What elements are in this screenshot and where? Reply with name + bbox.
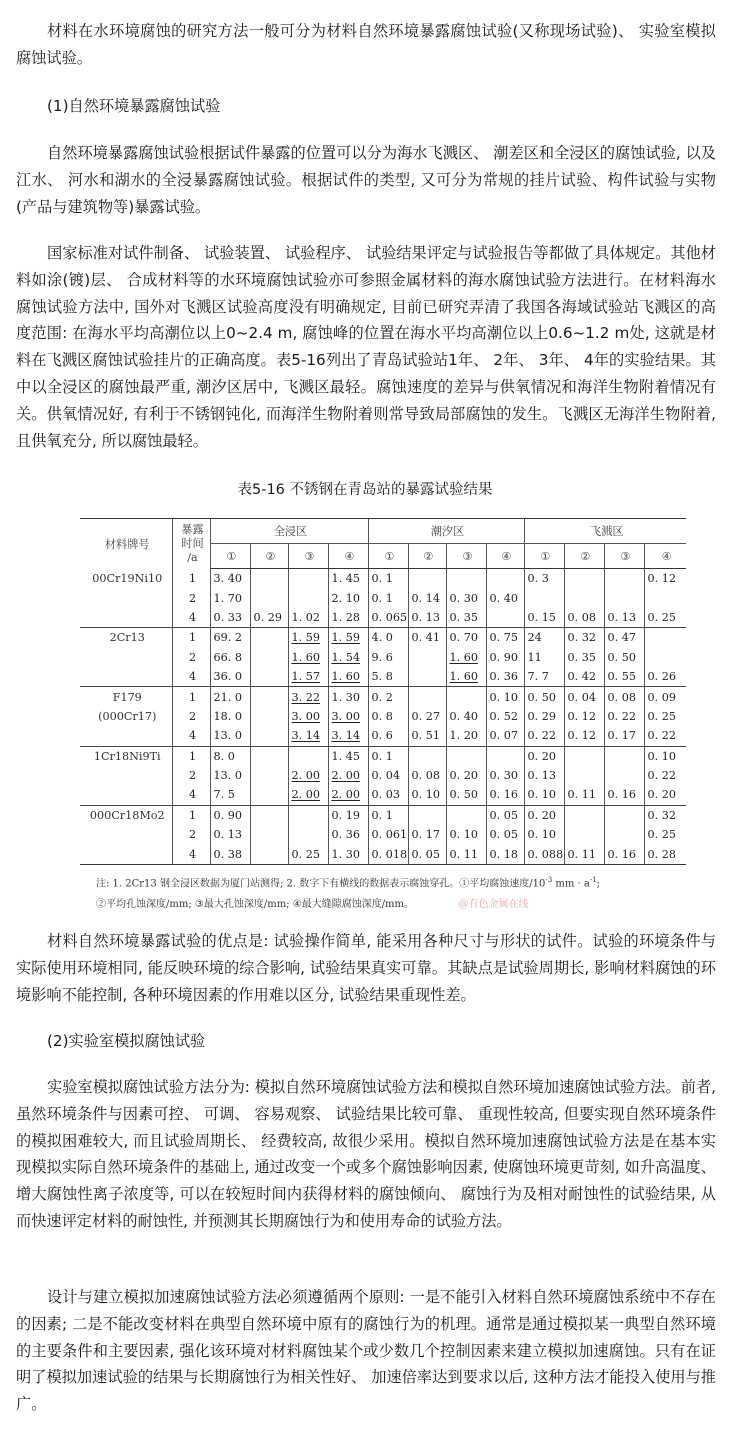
value-cell: 1. 28 xyxy=(328,608,368,628)
value-cell: 3. 40 xyxy=(210,569,250,589)
exposure-time-cell: 4 xyxy=(172,844,210,864)
value-cell xyxy=(250,766,288,785)
footnote-line2: ②平均孔蚀深度/mm; ③最大孔蚀深度/mm; ④最大缝隙腐蚀深度/mm。 @有色金属在线 xyxy=(96,899,529,911)
header-group-immersion: 全浸区 xyxy=(210,519,368,544)
value-cell: 0. 25 xyxy=(644,608,686,628)
value-cell xyxy=(250,805,288,825)
value-cell xyxy=(328,628,368,648)
material-cell xyxy=(80,726,172,746)
value-cell xyxy=(564,588,604,607)
value-cell xyxy=(408,687,446,707)
perforation-value: 1. 60 xyxy=(449,650,478,664)
value-cell xyxy=(446,687,486,707)
value-cell xyxy=(288,785,328,805)
header-time-line2: 时间 xyxy=(181,536,204,550)
header-subcol: ③ xyxy=(446,544,486,569)
value-cell: 0. 17 xyxy=(604,726,644,746)
perforation-value: 1. 59 xyxy=(331,631,360,645)
value-cell xyxy=(328,766,368,785)
header-exposure-time xyxy=(172,519,210,569)
value-cell: 0. 50 xyxy=(446,785,486,805)
perforation-value: 3. 00 xyxy=(291,709,320,723)
material-cell xyxy=(80,825,172,844)
header-time-line1: 暴露 xyxy=(181,522,204,536)
material-cell: 000Cr18Mo2 xyxy=(89,808,165,822)
value-cell: 0. 22 xyxy=(524,726,564,746)
value-cell xyxy=(486,569,524,589)
value-cell: 1. 30 xyxy=(328,844,368,864)
watermark: @有色金属在线 xyxy=(458,899,529,911)
value-cell xyxy=(250,726,288,746)
value-cell: 0. 1 xyxy=(368,569,408,589)
value-cell xyxy=(408,667,446,687)
value-cell: 0. 12 xyxy=(564,707,604,726)
header-subcol: ② xyxy=(564,544,604,569)
national-standard-paragraph: 国家标准对试件制备、 试验装置、 试验程序、 试验结果评定与试验报告等都做了具体规定。其他材料如涂(镀)层、 合成材料等的水环境腐蚀试验亦可参照金属材料的海水腐蚀试验方法进行。在材料海水腐蚀试验方法中, 国外对飞溅区试验高度没有明确规定, 目前已研究弄清了我国各海域试验站飞溅区的高度范围: 在海水平均高潮位以上0~2.4 m, 腐蚀峰的位置在海水平均高潮位以上0.6~1.2 m处, 这就是材料在飞溅区腐蚀试验挂片的正确高度。表5-16列出了青岛试验站1年、 2年、 3年、 4年的实验结果。其中以全浸区的腐蚀最严重, 潮汐区居中, 飞溅区最轻。腐蚀速度的差异与供氧情况和海洋生物附着情况有关。供氧情况好, 有利于不锈钢钝化, 而海洋生物附着则常导致局部腐蚀的发生。飞溅区无海洋生物附着, 且供氧充分, 所以腐蚀最轻。 xyxy=(16,244,716,450)
value-cell: 0. 18 xyxy=(486,844,524,864)
value-cell: 0. 90 xyxy=(486,648,524,667)
value-cell: 0. 04 xyxy=(564,687,604,707)
value-cell xyxy=(250,844,288,864)
value-cell: 0. 10 xyxy=(524,825,564,844)
value-cell: 0. 08 xyxy=(408,766,446,785)
value-cell: 0. 13 xyxy=(524,766,564,785)
value-cell: 18. 0 xyxy=(210,707,250,726)
value-cell xyxy=(250,648,288,667)
material-cell xyxy=(80,844,172,864)
value-cell: 0. 16 xyxy=(604,785,644,805)
table-row xyxy=(80,825,686,844)
value-cell: 0. 35 xyxy=(446,608,486,628)
value-cell: 0. 22 xyxy=(644,726,686,746)
value-cell: 0. 40 xyxy=(446,707,486,726)
value-cell: 0. 22 xyxy=(604,707,644,726)
value-cell: 1. 45 xyxy=(328,746,368,766)
value-cell xyxy=(524,588,564,607)
value-cell: 0. 061 xyxy=(368,825,408,844)
design-principles-paragraph: 设计与建立模拟加速腐蚀试验方法必须遵循两个原则: 一是不能引入材料自然环境腐蚀系统中不存在的因素; 二是不能改变材料在典型自然环境中原有的腐蚀行为的机理。通常是通过模拟某一典型自然环境的主要条件和主要因素, 强化该环境对材料腐蚀某个或少数几个控制因素来建立模拟加速腐蚀。只有在证明了模拟加速试验的结果与长期腐蚀行为相关性好、 加速倍率达到要求以后, 这种方法才能投入使用与推广。 xyxy=(16,1288,716,1414)
value-cell: 0. 25 xyxy=(644,707,686,726)
value-cell: 0. 13 xyxy=(604,608,644,628)
table-caption: 表5-16 不锈钢在青岛站的暴露试验结果 xyxy=(237,482,493,498)
value-cell xyxy=(604,588,644,607)
value-cell xyxy=(250,785,288,805)
material-cell: (000Cr17) xyxy=(98,709,157,723)
lab-simulation-paragraph: 实验室模拟腐蚀试验方法分为: 模拟自然环境腐蚀试验方法和模拟自然环境加速腐蚀试验方法。前者, 虽然环境条件与因素可控、 可调、 容易观察、 试验结果比较可靠、 重现性较高, 但要实现自然环境条件的模拟困难较大, 而且试验周期长、 经费较高, 故很少采用。模拟自然环境加速腐蚀试验方法是在基本实现模拟实际自然环境条件的基础上, 通过改变一个或多个腐蚀影响因素, 使腐蚀环境更苛刻, 如升高温度、 增大腐蚀性离子浓度等, 可以在较短时间内获得材料的腐蚀倾向、 腐蚀行为及相对耐蚀性的试验结果, 从而快速评定材料的耐蚀性, 并预测其长期腐蚀行为和使用寿命的试验方法。 xyxy=(16,1078,716,1230)
value-cell: 0. 29 xyxy=(250,608,288,628)
value-cell: 0. 13 xyxy=(408,608,446,628)
value-cell xyxy=(250,746,288,766)
header-subcol: ① xyxy=(524,544,564,569)
value-cell: 0. 04 xyxy=(368,766,408,785)
value-cell: 0. 09 xyxy=(644,687,686,707)
value-cell xyxy=(328,707,368,726)
value-cell: 0. 47 xyxy=(604,628,644,648)
value-cell xyxy=(288,588,328,607)
value-cell xyxy=(288,667,328,687)
value-cell xyxy=(486,746,524,766)
value-cell: 0. 51 xyxy=(408,726,446,746)
material-cell xyxy=(80,608,172,628)
value-cell: 7. 5 xyxy=(210,785,250,805)
exposure-time-cell: 4 xyxy=(172,667,210,687)
value-cell: 0. 2 xyxy=(368,687,408,707)
table-row xyxy=(80,588,686,607)
header-subcol: ④ xyxy=(644,544,686,569)
value-cell xyxy=(250,667,288,687)
material-cell: 2Cr13 xyxy=(109,631,145,645)
value-cell xyxy=(250,588,288,607)
value-cell xyxy=(250,707,288,726)
table-row xyxy=(80,648,686,667)
value-cell xyxy=(288,569,328,589)
value-cell: 0. 10 xyxy=(446,825,486,844)
value-cell xyxy=(446,648,486,667)
table-row xyxy=(80,785,686,805)
value-cell: 0. 11 xyxy=(446,844,486,864)
value-cell xyxy=(446,569,486,589)
value-cell: 0. 32 xyxy=(644,805,686,825)
value-cell: 0. 6 xyxy=(368,726,408,746)
value-cell: 0. 26 xyxy=(644,667,686,687)
value-cell: 0. 38 xyxy=(210,844,250,864)
value-cell xyxy=(288,648,328,667)
value-cell: 1. 20 xyxy=(446,726,486,746)
exposure-time-cell: 4 xyxy=(172,726,210,746)
material-cell xyxy=(80,667,172,687)
value-cell: 0. 088 xyxy=(524,844,564,864)
value-cell: 0. 12 xyxy=(564,726,604,746)
value-cell xyxy=(288,746,328,766)
value-cell: 9. 6 xyxy=(368,648,408,667)
value-cell: 0. 10 xyxy=(644,746,686,766)
value-cell: 0. 13 xyxy=(210,825,250,844)
value-cell: 0. 10 xyxy=(524,785,564,805)
exposure-time-cell: 1 xyxy=(172,628,210,648)
table-row xyxy=(80,628,686,648)
value-cell: 0. 20 xyxy=(644,785,686,805)
value-cell: 0. 28 xyxy=(644,844,686,864)
header-subcol: ① xyxy=(210,544,250,569)
value-cell xyxy=(486,608,524,628)
value-cell: 0. 05 xyxy=(486,805,524,825)
value-cell: 0. 12 xyxy=(644,569,686,589)
value-cell: 0. 40 xyxy=(486,588,524,607)
value-cell: 1. 70 xyxy=(210,588,250,607)
value-cell: 0. 20 xyxy=(524,805,564,825)
value-cell: 0. 22 xyxy=(644,766,686,785)
value-cell: 0. 75 xyxy=(486,628,524,648)
material-cell xyxy=(80,785,172,805)
material-cell xyxy=(80,648,172,667)
perforation-value: 3. 14 xyxy=(331,729,360,743)
footnote-line1: 注: 1. 2Cr13 钢全浸区数据为厦门站测得; 2. 数字下有横线的数据表示腐蚀穿孔。①平均腐蚀速度$/10^{-3}$ mm · $a^{-1}$; xyxy=(96,876,601,890)
value-cell: 0. 1 xyxy=(368,805,408,825)
header-time-line3: /a xyxy=(187,550,198,564)
value-cell: 0. 10 xyxy=(486,687,524,707)
exposure-time-cell: 1 xyxy=(172,569,210,589)
header-subcol: ③ xyxy=(604,544,644,569)
perforation-value: 2. 00 xyxy=(291,769,320,783)
header-group-splash: 飞溅区 xyxy=(524,519,686,544)
perforation-value: 1. 54 xyxy=(331,650,360,664)
value-cell: 0. 52 xyxy=(486,707,524,726)
value-cell: 0. 05 xyxy=(408,844,446,864)
value-cell: 0. 36 xyxy=(328,825,368,844)
exposure-time-cell: 4 xyxy=(172,785,210,805)
perforation-value: 1. 59 xyxy=(291,631,320,645)
exposure-time-cell: 4 xyxy=(172,608,210,628)
header-subcol: ③ xyxy=(288,544,328,569)
perforation-value: 3. 00 xyxy=(331,709,360,723)
value-cell xyxy=(408,648,446,667)
value-cell: 0. 32 xyxy=(564,628,604,648)
table-row xyxy=(80,707,686,726)
value-cell xyxy=(408,569,446,589)
table-row xyxy=(80,805,686,825)
value-cell xyxy=(408,746,446,766)
value-cell xyxy=(408,805,446,825)
value-cell: 0. 19 xyxy=(328,805,368,825)
value-cell xyxy=(564,746,604,766)
header-subcol: ④ xyxy=(328,544,368,569)
value-cell: 0. 90 xyxy=(210,805,250,825)
value-cell xyxy=(564,766,604,785)
value-cell: 7. 7 xyxy=(524,667,564,687)
exposure-results-table xyxy=(80,518,686,865)
value-cell: 0. 3 xyxy=(524,569,564,589)
value-cell: 1. 02 xyxy=(288,608,328,628)
header-subcol: ① xyxy=(368,544,408,569)
value-cell xyxy=(564,825,604,844)
advantages-paragraph: 材料自然环境暴露试验的优点是: 试验操作简单, 能采用各种尺寸与形状的试件。试验的环境条件与实际使用环境相同, 能反映环境的综合影响, 试验结果真实可靠。其缺点是试验周期长, 影响材料腐蚀的环境影响不能控制, 各种环境因素的作用难以区分, 试验结果重现性差。 xyxy=(16,932,716,1004)
value-cell: 0. 03 xyxy=(368,785,408,805)
value-cell: 0. 30 xyxy=(446,588,486,607)
value-cell: 4. 0 xyxy=(368,628,408,648)
value-cell: 0. 16 xyxy=(486,785,524,805)
value-cell xyxy=(328,648,368,667)
value-cell xyxy=(446,746,486,766)
value-cell: 0. 15 xyxy=(524,608,564,628)
value-cell: 0. 8 xyxy=(368,707,408,726)
value-cell xyxy=(644,628,686,648)
value-cell xyxy=(288,825,328,844)
header-subcol: ② xyxy=(250,544,288,569)
header-subcol: ④ xyxy=(486,544,524,569)
material-cell: F179 xyxy=(112,690,142,704)
value-cell: 0. 11 xyxy=(564,844,604,864)
value-cell xyxy=(288,707,328,726)
perforation-value: 2. 00 xyxy=(331,788,360,802)
table-row xyxy=(80,844,686,864)
material-cell xyxy=(80,588,172,607)
value-cell xyxy=(604,569,644,589)
value-cell: 1. 30 xyxy=(328,687,368,707)
value-cell: 0. 16 xyxy=(604,844,644,864)
value-cell: 24 xyxy=(524,628,564,648)
value-cell: 0. 25 xyxy=(644,825,686,844)
value-cell xyxy=(288,687,328,707)
value-cell: 0. 14 xyxy=(408,588,446,607)
value-cell: 0. 35 xyxy=(564,648,604,667)
value-cell: 0. 55 xyxy=(604,667,644,687)
value-cell: 0. 41 xyxy=(408,628,446,648)
perforation-value: 1. 60 xyxy=(331,670,360,684)
intro-paragraph: 材料在水环境腐蚀的研究方法一般可分为材料自然环境暴露腐蚀试验(又称现场试验)、 实验室模拟腐蚀试验。 xyxy=(16,22,716,67)
perforation-value: 3. 22 xyxy=(291,690,320,704)
value-cell: 0. 42 xyxy=(564,667,604,687)
value-cell: 0. 20 xyxy=(524,746,564,766)
value-cell: 0. 30 xyxy=(486,766,524,785)
value-cell xyxy=(446,805,486,825)
value-cell xyxy=(604,746,644,766)
value-cell: 0. 1 xyxy=(368,746,408,766)
section-heading-lab-simulation: (2)实验室模拟腐蚀试验 xyxy=(47,1032,206,1050)
value-cell: 0. 20 xyxy=(446,766,486,785)
table-row xyxy=(80,608,686,628)
value-cell xyxy=(288,726,328,746)
value-cell: 8. 0 xyxy=(210,746,250,766)
exposure-time-cell: 2 xyxy=(172,766,210,785)
value-cell xyxy=(250,687,288,707)
value-cell xyxy=(564,805,604,825)
perforation-value: 2. 00 xyxy=(331,769,360,783)
value-cell: 0. 10 xyxy=(408,785,446,805)
value-cell: 0. 50 xyxy=(604,648,644,667)
perforation-value: 1. 57 xyxy=(291,670,320,684)
value-cell: 0. 17 xyxy=(408,825,446,844)
value-cell xyxy=(644,648,686,667)
section-heading-natural-exposure: (1)自然环境暴露腐蚀试验 xyxy=(47,97,221,115)
value-cell: 0. 065 xyxy=(368,608,408,628)
value-cell xyxy=(328,667,368,687)
table-row xyxy=(80,746,686,766)
perforation-value: 3. 14 xyxy=(291,729,320,743)
value-cell xyxy=(446,667,486,687)
value-cell: 0. 70 xyxy=(446,628,486,648)
value-cell: 0. 05 xyxy=(486,825,524,844)
value-cell: 0. 08 xyxy=(564,608,604,628)
value-cell: 0. 29 xyxy=(524,707,564,726)
table-row xyxy=(80,569,686,589)
perforation-value: 2. 00 xyxy=(291,788,320,802)
value-cell xyxy=(288,628,328,648)
value-cell xyxy=(604,805,644,825)
value-cell: 1. 45 xyxy=(328,569,368,589)
value-cell: 11 xyxy=(524,648,564,667)
value-cell xyxy=(250,569,288,589)
value-cell xyxy=(604,825,644,844)
header-group-tidal: 潮汐区 xyxy=(368,519,524,544)
value-cell xyxy=(288,766,328,785)
value-cell: 13. 0 xyxy=(210,726,250,746)
value-cell: 0. 50 xyxy=(524,687,564,707)
perforation-value: 1. 60 xyxy=(291,650,320,664)
value-cell: 36. 0 xyxy=(210,667,250,687)
material-cell: 1Cr18Ni9Ti xyxy=(93,749,161,763)
value-cell xyxy=(328,726,368,746)
header-material: 材料牌号 xyxy=(80,519,172,569)
material-cell: 00Cr19Ni10 xyxy=(92,571,163,585)
exposure-time-cell: 2 xyxy=(172,648,210,667)
value-cell xyxy=(644,588,686,607)
perforation-value: 1. 60 xyxy=(449,670,478,684)
value-cell: 0. 27 xyxy=(408,707,446,726)
natural-exposure-paragraph: 自然环境暴露腐蚀试验根据试件暴露的位置可以分为海水飞溅区、 潮差区和全浸区的腐蚀试验, 以及江水、 河水和湖水的全浸暴露腐蚀试验。根据试件的类型, 又可分为常规的挂片试验、构件试验与实物(产品与建筑物等)暴露试验。 xyxy=(16,144,716,216)
value-cell xyxy=(288,805,328,825)
table-row xyxy=(80,687,686,707)
value-cell: 0. 08 xyxy=(604,687,644,707)
value-cell: 5. 8 xyxy=(368,667,408,687)
exposure-time-cell: 2 xyxy=(172,707,210,726)
table-footnote xyxy=(96,870,706,915)
value-cell xyxy=(604,766,644,785)
value-cell xyxy=(328,785,368,805)
exposure-time-cell: 2 xyxy=(172,588,210,607)
table-row xyxy=(80,667,686,687)
table-row xyxy=(80,726,686,746)
value-cell xyxy=(564,569,604,589)
value-cell: 69. 2 xyxy=(210,628,250,648)
value-cell: 0. 33 xyxy=(210,608,250,628)
value-cell xyxy=(250,825,288,844)
value-cell: 66. 8 xyxy=(210,648,250,667)
value-cell: 13. 0 xyxy=(210,766,250,785)
value-cell: 21. 0 xyxy=(210,687,250,707)
value-cell: 0. 36 xyxy=(486,667,524,687)
exposure-time-cell: 2 xyxy=(172,825,210,844)
exposure-time-cell: 1 xyxy=(172,746,210,766)
value-cell: 0. 07 xyxy=(486,726,524,746)
value-cell xyxy=(250,628,288,648)
exposure-time-cell: 1 xyxy=(172,805,210,825)
value-cell: 0. 018 xyxy=(368,844,408,864)
value-cell: 0. 25 xyxy=(288,844,328,864)
exposure-time-cell: 1 xyxy=(172,687,210,707)
table-row xyxy=(80,766,686,785)
material-cell xyxy=(80,766,172,785)
value-cell: 2. 10 xyxy=(328,588,368,607)
value-cell: 0. 1 xyxy=(368,588,408,607)
value-cell: 0. 11 xyxy=(564,785,604,805)
header-subcol: ② xyxy=(408,544,446,569)
